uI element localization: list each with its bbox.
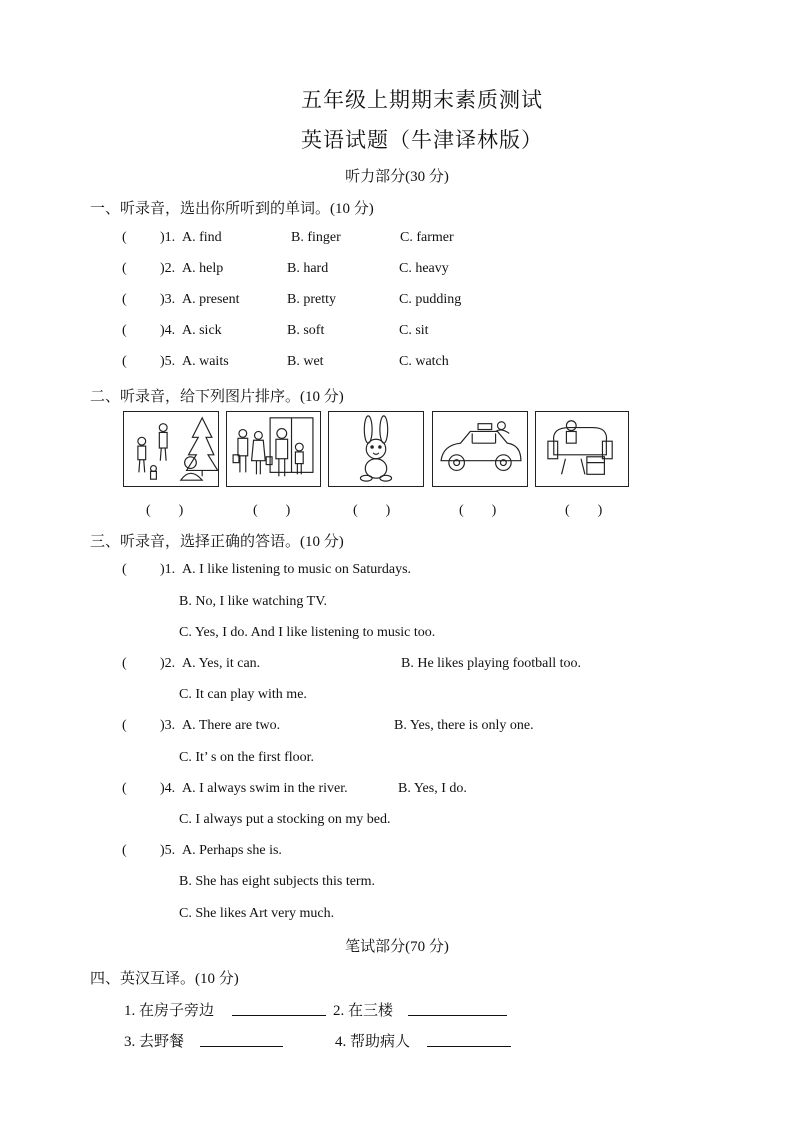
translation-item-label: 2. 在三楼 xyxy=(333,1003,394,1019)
listening-part-heading: 听力部分(30 分) xyxy=(345,169,449,185)
answer-paren[interactable]: ( xyxy=(122,230,127,245)
option-c: C. sit xyxy=(399,323,429,338)
answer-blank[interactable] xyxy=(408,1001,507,1016)
option-c: C. Yes, I do. And I like listening to music too. xyxy=(179,625,436,640)
option-c: C. watch xyxy=(399,354,449,369)
picture-answer-blank[interactable]: ( ) xyxy=(565,503,603,518)
option-a: A. I like listening to music on Saturdays. xyxy=(182,562,412,577)
picture-answer-blank[interactable]: ( ) xyxy=(459,503,497,518)
picture-answer-blank[interactable]: ( ) xyxy=(353,503,391,518)
option-c: C. farmer xyxy=(400,230,454,245)
option-a: A. Perhaps she is. xyxy=(182,843,282,858)
toy-car-icon xyxy=(432,411,528,487)
option-c: C. It’ s on the first floor. xyxy=(179,750,315,765)
question-number: )1. xyxy=(160,562,176,577)
option-b: B. pretty xyxy=(287,292,336,307)
option-b: B. He likes playing football too. xyxy=(401,656,582,671)
answer-blank[interactable] xyxy=(200,1032,283,1047)
option-a: A. present xyxy=(182,292,240,307)
section4-heading: 四、英汉互译。(10 分) xyxy=(90,971,239,987)
written-part-heading: 笔试部分(70 分) xyxy=(345,939,449,955)
option-a: A. waits xyxy=(182,354,229,369)
answer-paren[interactable]: ( xyxy=(122,562,127,577)
answer-blank[interactable] xyxy=(427,1032,511,1047)
shopping-people-icon xyxy=(226,411,321,487)
section1-heading: 一、听录音，选出你所听到的单词。(10 分) xyxy=(90,201,374,217)
option-c: C. She likes Art very much. xyxy=(179,906,335,921)
question-number: )4. xyxy=(160,323,176,338)
picture-answer-blank[interactable]: ( ) xyxy=(253,503,291,518)
option-b: B. She has eight subjects this term. xyxy=(179,874,375,889)
option-b: B. hard xyxy=(287,261,329,276)
answer-paren[interactable]: ( xyxy=(122,354,127,369)
option-a: A. help xyxy=(182,261,224,276)
christmas-scene-icon xyxy=(123,411,219,487)
answer-blank[interactable] xyxy=(232,1001,326,1016)
translation-item-label: 1. 在房子旁边 xyxy=(124,1003,215,1019)
child-on-sofa-icon xyxy=(535,411,629,487)
answer-paren[interactable]: ( xyxy=(122,292,127,307)
option-c: C. It can play with me. xyxy=(179,687,307,702)
question-number: )5. xyxy=(160,354,176,369)
question-number: )5. xyxy=(160,843,176,858)
option-c: C. pudding xyxy=(399,292,462,307)
answer-paren[interactable]: ( xyxy=(122,656,127,671)
answer-paren[interactable]: ( xyxy=(122,718,127,733)
rabbit-toy-icon xyxy=(328,411,424,487)
picture-answer-blank[interactable]: ( ) xyxy=(146,503,184,518)
question-number: )2. xyxy=(160,656,176,671)
question-number: )3. xyxy=(160,718,176,733)
option-b: B. Yes, I do. xyxy=(398,781,467,796)
option-b: B. Yes, there is only one. xyxy=(394,718,534,733)
section2-heading: 二、听录音，给下列图片排序。(10 分) xyxy=(90,389,344,405)
translation-item-label: 4. 帮助病人 xyxy=(335,1034,411,1050)
option-a: A. I always swim in the river. xyxy=(182,781,348,796)
option-a: A. find xyxy=(182,230,222,245)
option-b: B. No, I like watching TV. xyxy=(179,594,328,609)
option-c: C. I always put a stocking on my bed. xyxy=(179,812,391,827)
answer-paren[interactable]: ( xyxy=(122,261,127,276)
question-number: )4. xyxy=(160,781,176,796)
question-number: )3. xyxy=(160,292,176,307)
translation-item-label: 3. 去野餐 xyxy=(124,1034,185,1050)
question-number: )2. xyxy=(160,261,176,276)
option-b: B. wet xyxy=(287,354,324,369)
question-number: )1. xyxy=(160,230,176,245)
option-b: B. soft xyxy=(287,323,325,338)
option-c: C. heavy xyxy=(399,261,449,276)
page-title: 五年级上期期末素质测试 xyxy=(301,88,543,112)
option-a: A. There are two. xyxy=(182,718,281,733)
section3-heading: 三、听录音，选择正确的答语。(10 分) xyxy=(90,534,344,550)
option-a: A. Yes, it can. xyxy=(182,656,261,671)
answer-paren[interactable]: ( xyxy=(122,781,127,796)
page-subtitle: 英语试题（牛津译林版） xyxy=(301,128,543,152)
answer-paren[interactable]: ( xyxy=(122,843,127,858)
option-a: A. sick xyxy=(182,323,222,338)
option-b: B. finger xyxy=(291,230,341,245)
answer-paren[interactable]: ( xyxy=(122,323,127,338)
